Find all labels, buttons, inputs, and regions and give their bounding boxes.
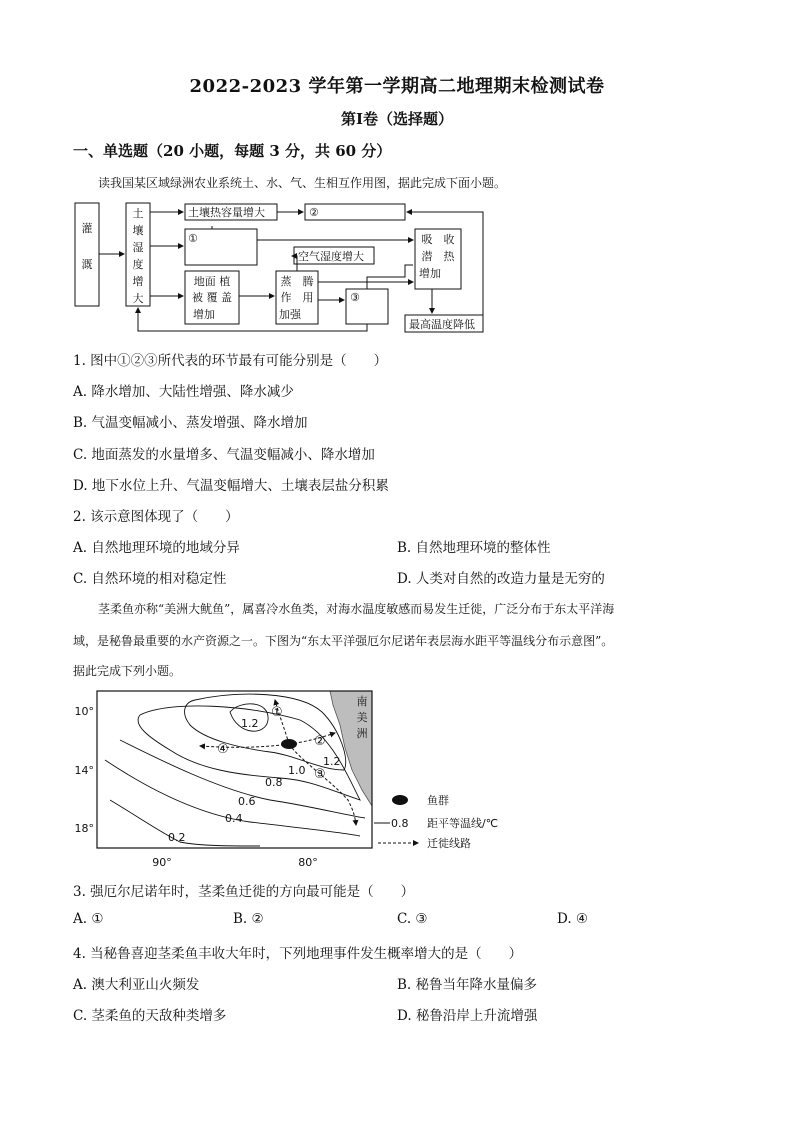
land-label-char-1: 南 <box>356 695 368 708</box>
blank-2-label: ② <box>309 206 319 219</box>
absorb-line-3: 增加 <box>419 267 441 280</box>
soil-humidity-char-3: 湿 <box>132 241 144 254</box>
lat-label-10: 10° <box>74 705 94 718</box>
soil-humidity-char-6: 大 <box>132 292 144 305</box>
route-label-4: ④ <box>217 742 229 757</box>
contour-label-7: 0.2 <box>168 831 186 844</box>
question-2-option-b: B. 自然地理环境的整体性 <box>397 540 551 556</box>
contour-label-3: 1.0 <box>288 764 306 777</box>
intro-text-2-line-2: 域，是秘鲁最重要的水产资源之一。下图为“东太平洋强厄尔尼诺年表层海水距平等温线分布示意图”。 <box>73 634 614 648</box>
soil-humidity-char-4: 度 <box>132 258 144 271</box>
el-nino-isotherm-map <box>70 685 530 875</box>
question-3-stem: 3. 强厄尔尼诺年时，茎柔鱼迁徙的方向最可能是（ ） <box>73 884 415 900</box>
max-temp-label: 最高温度降低 <box>409 318 475 331</box>
route-label-1: ① <box>271 705 283 720</box>
soil-humidity-char-1: 土 <box>132 207 144 220</box>
question-3-option-c: C. ③ <box>397 911 428 927</box>
irrigation-char-2: 溉 <box>81 258 93 271</box>
legend-isotherm-value: 0.8 <box>391 817 409 830</box>
legend-fish-icon <box>392 795 408 805</box>
question-1-option-d: D. 地下水位上升、气温变幅增大、土壤表层盐分积累 <box>73 478 389 494</box>
vegetation-line-1: 地面 植 <box>193 275 231 288</box>
question-1-stem: 1. 图中①②③所代表的环节最有可能分别是（ ） <box>73 353 388 369</box>
question-2-option-c: C. 自然环境的相对稳定性 <box>73 571 227 587</box>
intro-text-2-line-3: 据此完成下列小题。 <box>73 664 182 678</box>
contour-label-4: 0.8 <box>265 776 283 789</box>
fish-school-marker <box>281 739 297 749</box>
contour-label-2: 1.2 <box>323 755 341 768</box>
legend-fish-label: 鱼群 <box>427 794 449 807</box>
question-2-option-d: D. 人类对自然的改造力量是无穷的 <box>397 571 605 587</box>
page-title: 2022-2023 学年第一学期高二地理期末检测试卷 <box>189 76 605 97</box>
contour-label-5: 0.6 <box>238 795 256 808</box>
absorb-line-1: 吸 收 <box>421 233 455 246</box>
part-title: 第Ⅰ卷（选择题） <box>340 110 454 128</box>
soil-humidity-char-5: 增 <box>132 275 144 288</box>
soil-heat-label: 土壤热容量增大 <box>188 206 265 219</box>
question-4-option-d: D. 秘鲁沿岸上升流增强 <box>397 1008 538 1024</box>
blank-1-label: ① <box>188 232 198 245</box>
land-label-char-3: 洲 <box>356 727 368 740</box>
question-1-option-c: C. 地面蒸发的水量增多、气温变幅减小、降水增加 <box>73 447 375 463</box>
lon-label-80: 80° <box>298 856 318 869</box>
vegetation-line-2: 被 覆 盖 <box>192 291 232 304</box>
route-label-2: ② <box>314 734 326 749</box>
evaporation-line-1: 蒸 腾 <box>280 275 314 288</box>
question-3-option-d: D. ④ <box>557 911 589 927</box>
evaporation-line-2: 作 用 <box>280 291 314 304</box>
question-4-stem: 4. 当秘鲁喜迎茎柔鱼丰收大年时，下列地理事件发生概率增大的是（ ） <box>73 946 523 962</box>
question-3-option-a: A. ① <box>73 911 104 927</box>
question-4-option-a: A. 澳大利亚山火频发 <box>73 977 200 993</box>
vegetation-line-3: 增加 <box>193 308 215 321</box>
lon-label-90: 90° <box>152 856 172 869</box>
land-label-char-2: 美 <box>356 711 368 724</box>
soil-humidity-char-2: 壤 <box>132 224 144 237</box>
evaporation-line-3: 加强 <box>279 308 301 321</box>
intro-text-1: 读我国某区域绿洲农业系统土、水、气、生相互作用图，据此完成下面小题。 <box>98 176 507 190</box>
question-4-option-b: B. 秘鲁当年降水量偏多 <box>397 977 538 993</box>
question-1-option-a: A. 降水增加、大陆性增强、降水减少 <box>73 384 294 400</box>
irrigation-char-1: 灌 <box>81 222 93 235</box>
contour-label-6: 0.4 <box>225 812 243 825</box>
legend-route-label: 迁徙线路 <box>427 837 471 850</box>
lat-label-14: 14° <box>74 764 94 777</box>
legend-isotherm-label: 距平等温线/℃ <box>427 817 499 830</box>
contour-label-1: 1.2 <box>241 717 259 730</box>
question-2-option-a: A. 自然地理环境的地域分异 <box>73 540 240 556</box>
question-4-option-c: C. 茎柔鱼的天敌种类增多 <box>73 1008 227 1024</box>
question-3-option-b: B. ② <box>233 911 264 927</box>
oasis-system-diagram <box>70 198 490 338</box>
section-heading: 一、单选题（20 小题，每题 3 分，共 60 分） <box>73 142 392 160</box>
question-1-option-b: B. 气温变幅减小、蒸发增强、降水增加 <box>73 415 308 431</box>
question-2-stem: 2. 该示意图体现了（ ） <box>73 509 239 525</box>
lat-label-18: 18° <box>74 822 94 835</box>
blank-3-label: ③ <box>350 291 360 304</box>
air-humidity-label: 空气湿度增大 <box>298 250 364 263</box>
route-label-3: ③ <box>314 767 326 782</box>
absorb-line-2: 潜 热 <box>421 250 455 263</box>
intro-text-2-line-1: 茎柔鱼亦称“美洲大鱿鱼”，属喜冷水鱼类，对海水温度敏感而易发生迁徙，广泛分布于东太平洋海 <box>98 602 615 616</box>
